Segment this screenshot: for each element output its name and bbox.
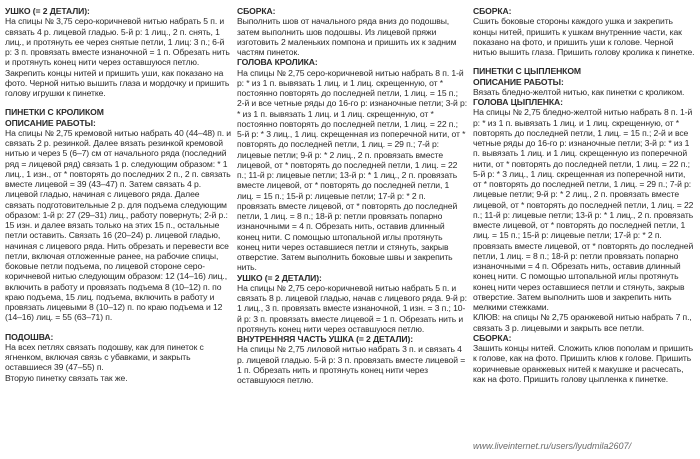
heading-chick-booties: ПИНЕТКИ С ЦЫПЛЕНКОМ: [473, 66, 581, 77]
heading-description: ОПИСАНИЕ РАБОТЫ:: [5, 117, 96, 128]
paragraph: На спицы № 3,75 серо-коричневой нитью набрать 5 п. и связать 4 р. лицевой гладью. 5-й р: 1 лиц., 2 п. снять, 1 лиц., и протянуть ее через снятые петли, 1 лиц: 3 п.; 6-й р: 3 п. провязать вместе изнаночной = 1 п. Обрезать нить и протянуть конец нити через оставшуюся петлю.: [5, 16, 230, 68]
paragraph: Выполнить шов от начального ряда вниз до подошвы, затем выполнить шов подошвы. Из лицевой пряжи изготовить 2 маленьких помпона и пришить их к задним частям пинеток.: [237, 16, 457, 57]
heading-description-2: ОПИСАНИЕ РАБОТЫ:: [473, 76, 564, 87]
heading-rabbit-head: ГОЛОВА КРОЛИКА:: [237, 57, 318, 68]
heading-assembly: СБОРКА:: [237, 6, 276, 16]
column-left: [5, 6, 231, 426]
paragraph: КЛЮВ: на спицы № 2,75 оранжевой нитью набрать 7 п., связать 3 р. лицевыми и закрыть все петли.: [473, 312, 692, 333]
heading-inner-ear: ВНУТРЕННЯЯ ЧАСТЬ УШКА (= 2 ДЕТАЛИ):: [237, 334, 414, 344]
paragraph: На спицы № 2,75 лиловой нитью набрать 3 п. и связать 4 р. лицевой гладью. 5-й р: 3 п. провязать вместе лицевой = 1 п. Обрезать нить и протянуть конец нити через оставшуюся петлю.: [237, 344, 466, 385]
paragraph: На спицы № 2,75 кремовой нитью набрать 40 (44–48) п. и связать 2 р. резинкой. Далее вязать резинкой кремовой нитью и через 5 (6–7) см от начального ряда (последний ряд = лицевой ряд) связать 1 р. следующим образом: * 1 лиц., 1 изн., от * повторять до последних 2 п., 2 п. связать вместе лицевой = 39 (43–47) п. Затем связать 4 р. лицевой гладью, начиная с лицевого ряда. Далее связать подготовительные 2 р. для подъема следующим образом: 1-й р: 27 (29–31) лиц., работу повернуть; 2-й р.: 15 изн. и далее вязать только на этих 15 п., остальные петли оставить. Связать 16 (20–24) р. лицевой гладью, начиная с лицевого ряда. Нить обрезать и перевести все петли, включая отложенные ранее, на рабочие спицы, боковые петли подъема, по лицевой стороне серо-коричневой нитью следующим образом: 12 (14–16) лиц., включить в работу и провязать подъема 8 (10–12) п. по краю подъема, 15 лиц. подъема, включить в работу и провязать лицевыми 8 (10–12) п. по краю подъема и 12 (14–16) лиц. = 55 (63–71) п.: [5, 127, 231, 323]
paragraph: Вторую пинетку связать так же.: [5, 372, 128, 383]
paragraph: Сшить боковые стороны каждого ушка и закрепить концы нитей, пришить к ушкам внутренние части, как показано на фото, и пришить уши к голове. Черной нитью вышить глаза. Пришить голову кролика к пинетке.: [473, 16, 695, 57]
paragraph: На всех петлях связать подошву, как для пинеток с ягненком, включая связь с убавками, и закрыть оставшиеся 39 (47–55) п.: [5, 341, 204, 373]
paragraph: Закрепить концы нитей и пришить уши, как показано на фото. Черной нитью вышить глаза и мордочку и пришить голову игрушки к пинетке.: [5, 67, 230, 98]
heading-assembly-3: СБОРКА:: [473, 332, 512, 343]
heading-sole: ПОДОШВА:: [5, 331, 54, 342]
heading-ear: УШКО (= 2 ДЕТАЛИ):: [5, 6, 90, 16]
paragraph: На спицы № 2,75 бледно-желтой нитью набрать 8 п. 1-й р: * из 1 п. вывязать 1 лиц. и 1 лиц. скрещенную, от * повторять до последней петли, 1 лиц. = 15 п.; 2-й и все четные ряды до 16-го р: изнаночные петли; 3-й р: * из 1 п. вывязать 1 лиц. и 1 лиц. скрещенную из поперечной нити, от * повторять до последней петли, 1 лиц. = 22 п.; 5-й р: * 3 лиц., 1 лиц. скрещенная из поперечной нити, от * повторять до последней петли, 1 лиц. = 29 п.; 7-й р: лицевые петли; 9-й р: * 2 лиц., 2 п. провязать вместе лицевой, от * повторять до последней петли, 1 лиц. = 22 п.; 11-й р: лицевые петли; 13-й р: * 1 лиц., 2 п. провязать вместе лицевой, от * повторять до последней петли, 1 лиц. = 15 п.; 15-й р: лицевые петли; 17-й р: * 2 п. провязать вместе лицевой, от * повторять до последней петли, 1 лиц. = 8 п.; 18-й р: петли провязать попарно изнаночными = 4 п. Обрезать нить, оставив длинный конец нити. С помощью штопальной иглы протянуть конец нити через оставшиеся петли и стянуть, закрыв отверстие. Затем выполнить шов и закрепить нить мелкими стежками.: [473, 107, 694, 312]
heading-ear-2: УШКО (= 2 ДЕТАЛИ):: [237, 272, 322, 283]
paragraph: На спицы № 2,75 серо-коричневой нитью набрать 5 п. и связать 8 р. лицевой гладью, начав с лицевого ряда. 9-й р: 1 лиц., 3 п. провязать вместе изнаночной, 1 изн. = 3 п.; 10-й р: 3 п. провязать вместе лицевой = 1 п. Обрезать нить и протянуть конец нити через оставшуюся петлю.: [237, 282, 467, 334]
column-middle: [237, 6, 467, 426]
paragraph: На спицы № 2,75 серо-коричневой нитью набрать 8 п. 1-й р: * из 1 п. вывязать 1 лиц. и 1 лиц. скрещенную, от * постоянно повторять до последней петли, 1 лиц. = 15 п.; 2-й и все четные ряды до 16-го р: изнаночные петли; 3-й р: * из 1 п. вывязать 1 лиц. и 1 лиц. скрещенную, от * постоянно повторять до последней петли, 1 лиц. = 22 п.; 5-й р: * 3 лиц., 1 лиц. скрещенная из поперечной нити, от * повторять до последней петли, 1 лиц. = 29 п.; 7-й р: лицевые петли; 9-й р: * 2 лиц., 2 п. провязать вместе лицевой, от * повторять до последней петли, 1 лиц. = 22 п.; 11-й р: лицевые петли; 13-й р: * 1 лиц., 2 п. провязать вместе лицевой, от * повторять до последней петли, 1 лиц. = 15 п.; 15-й р: лицевые петли; 17-й р: * 2 п. провязать вместе лицевой, от * повторять до последней петли, 1 лиц. = 8 п.; 18-й р: петли провязать попарно изнаночными = 4 п. Обрезать нить, оставив длинный конец нити. С помощью штопальной иглы протянуть конец нити через оставшиеся петли и стянуть, закрыв отверстие. Затем выполнить боковые швы и закрепить нить.: [237, 67, 467, 273]
paragraph: Зашить концы нитей. Сложить клюв пополам и пришить к голове, как на фото. Пришить клюв к голове. Пришить коричневые оранжевых нитей к макушке и расчесать, как на фото. Пришить голову цыпленка к пинетке.: [473, 343, 693, 384]
heading-booties: ПИНЕТКИ С КРОЛИКОМ: [5, 107, 104, 118]
watermark-url[interactable]: www.liveinternet.ru/users/lyudmila2607/: [473, 441, 632, 451]
heading-chick-head: ГОЛОВА ЦЫПЛЕНКА:: [473, 97, 563, 107]
paragraph: Вязать бледно-желтой нитью, как пинетки с кроликом.: [473, 86, 685, 97]
column-right: [473, 6, 695, 426]
heading-assembly-2: СБОРКА:: [473, 6, 512, 16]
